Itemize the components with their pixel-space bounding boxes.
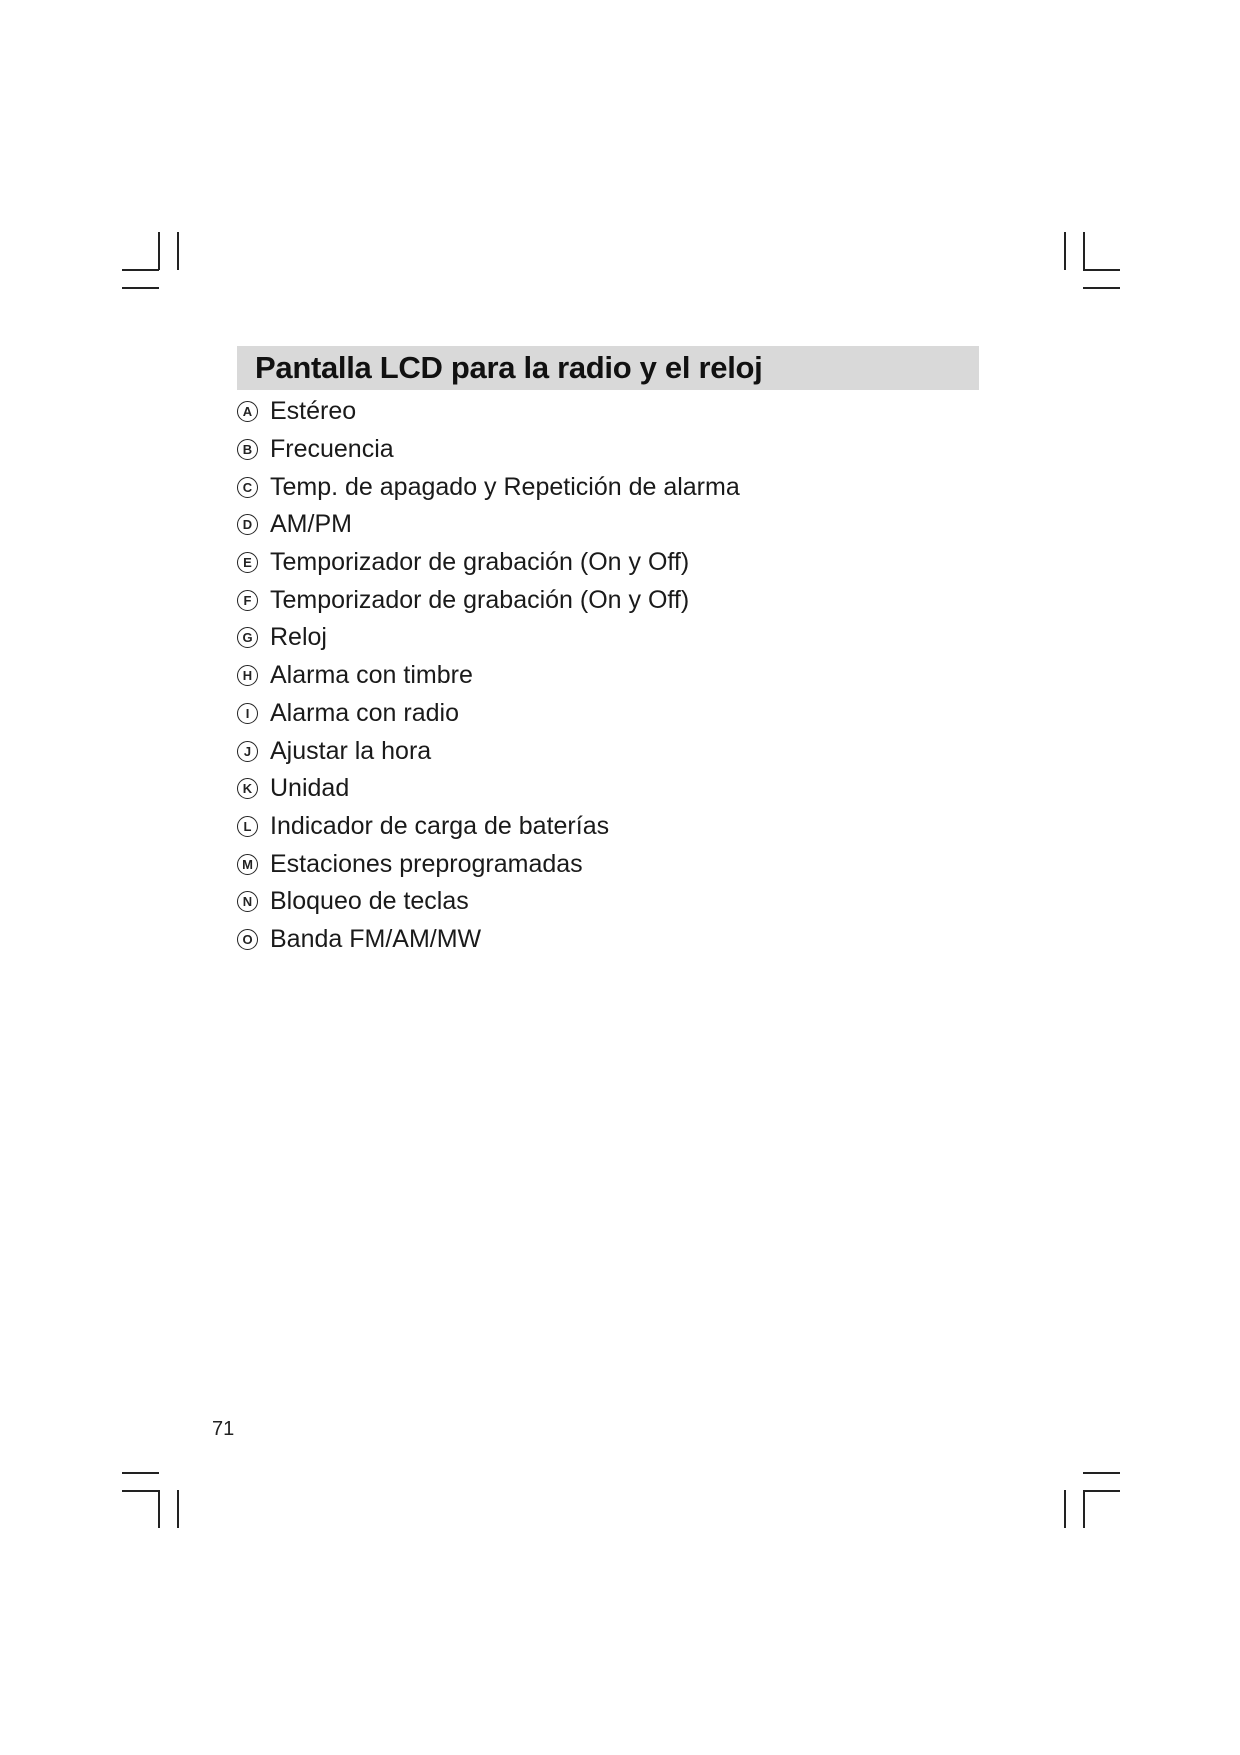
circled-letter-badge: I xyxy=(237,703,258,724)
circled-letter-badge: N xyxy=(237,891,258,912)
legend-item-label: Estaciones preprogramadas xyxy=(270,849,583,878)
crop-mark xyxy=(1064,232,1066,270)
page-number: 71 xyxy=(212,1418,235,1440)
legend-item xyxy=(237,732,740,770)
legend-item xyxy=(237,921,740,959)
lcd-legend-list xyxy=(237,393,740,958)
crop-mark xyxy=(177,1490,179,1528)
legend-item-label: AM/PM xyxy=(270,510,352,539)
legend-item xyxy=(237,431,740,469)
crop-mark xyxy=(177,232,179,270)
legend-item xyxy=(237,883,740,921)
legend-item xyxy=(237,695,740,733)
circled-letter-badge: L xyxy=(237,816,258,837)
crop-mark xyxy=(1083,1490,1120,1492)
crop-mark xyxy=(1083,1490,1085,1528)
legend-item xyxy=(237,808,740,846)
circled-letter-badge: G xyxy=(237,627,258,648)
crop-mark xyxy=(1064,1490,1066,1528)
crop-mark xyxy=(1083,287,1120,289)
legend-item-label: Unidad xyxy=(270,774,350,803)
circled-letter-badge: F xyxy=(237,590,258,611)
circled-letter-badge: B xyxy=(237,439,258,460)
legend-item-label: Banda FM/AM/MW xyxy=(270,924,482,953)
legend-item xyxy=(237,845,740,883)
circled-letter-badge: J xyxy=(237,741,258,762)
legend-item-label: Estéreo xyxy=(270,397,357,426)
crop-mark xyxy=(158,232,160,270)
legend-item-label: Indicador de carga de baterías xyxy=(270,811,610,840)
circled-letter-badge: M xyxy=(237,854,258,875)
legend-item-label: Alarma con radio xyxy=(270,698,459,727)
crop-mark xyxy=(122,287,159,289)
legend-item xyxy=(237,544,740,582)
circled-letter-badge: D xyxy=(237,514,258,535)
section-heading-bar xyxy=(237,346,979,390)
legend-item xyxy=(237,468,740,506)
legend-item-label: Ajustar la hora xyxy=(270,736,432,765)
crop-mark xyxy=(122,1472,159,1474)
legend-item-label: Temporizador de grabación (On y Off) xyxy=(270,585,690,614)
crop-mark xyxy=(122,1490,159,1492)
legend-item xyxy=(237,619,740,657)
legend-item-label: Bloqueo de teclas xyxy=(270,887,469,916)
circled-letter-badge: E xyxy=(237,552,258,573)
legend-item xyxy=(237,581,740,619)
circled-letter-badge: C xyxy=(237,477,258,498)
circled-letter-badge: H xyxy=(237,665,258,686)
circled-letter-badge: A xyxy=(237,401,258,422)
crop-mark xyxy=(122,269,159,271)
legend-item xyxy=(237,506,740,544)
crop-mark xyxy=(158,1490,160,1528)
circled-letter-badge: K xyxy=(237,778,258,799)
legend-item xyxy=(237,657,740,695)
crop-mark xyxy=(1083,1472,1120,1474)
legend-item xyxy=(237,393,740,431)
circled-letter-badge: O xyxy=(237,929,258,950)
section-title: Pantalla LCD para la radio y el reloj xyxy=(255,350,763,385)
legend-item-label: Temporizador de grabación (On y Off) xyxy=(270,548,690,577)
legend-item-label: Alarma con timbre xyxy=(270,661,473,690)
crop-mark xyxy=(1083,232,1085,270)
legend-item-label: Reloj xyxy=(270,623,327,652)
legend-item xyxy=(237,770,740,808)
crop-mark xyxy=(1083,269,1120,271)
legend-item-label: Frecuencia xyxy=(270,435,394,464)
legend-item-label: Temp. de apagado y Repetición de alarma xyxy=(270,472,740,501)
